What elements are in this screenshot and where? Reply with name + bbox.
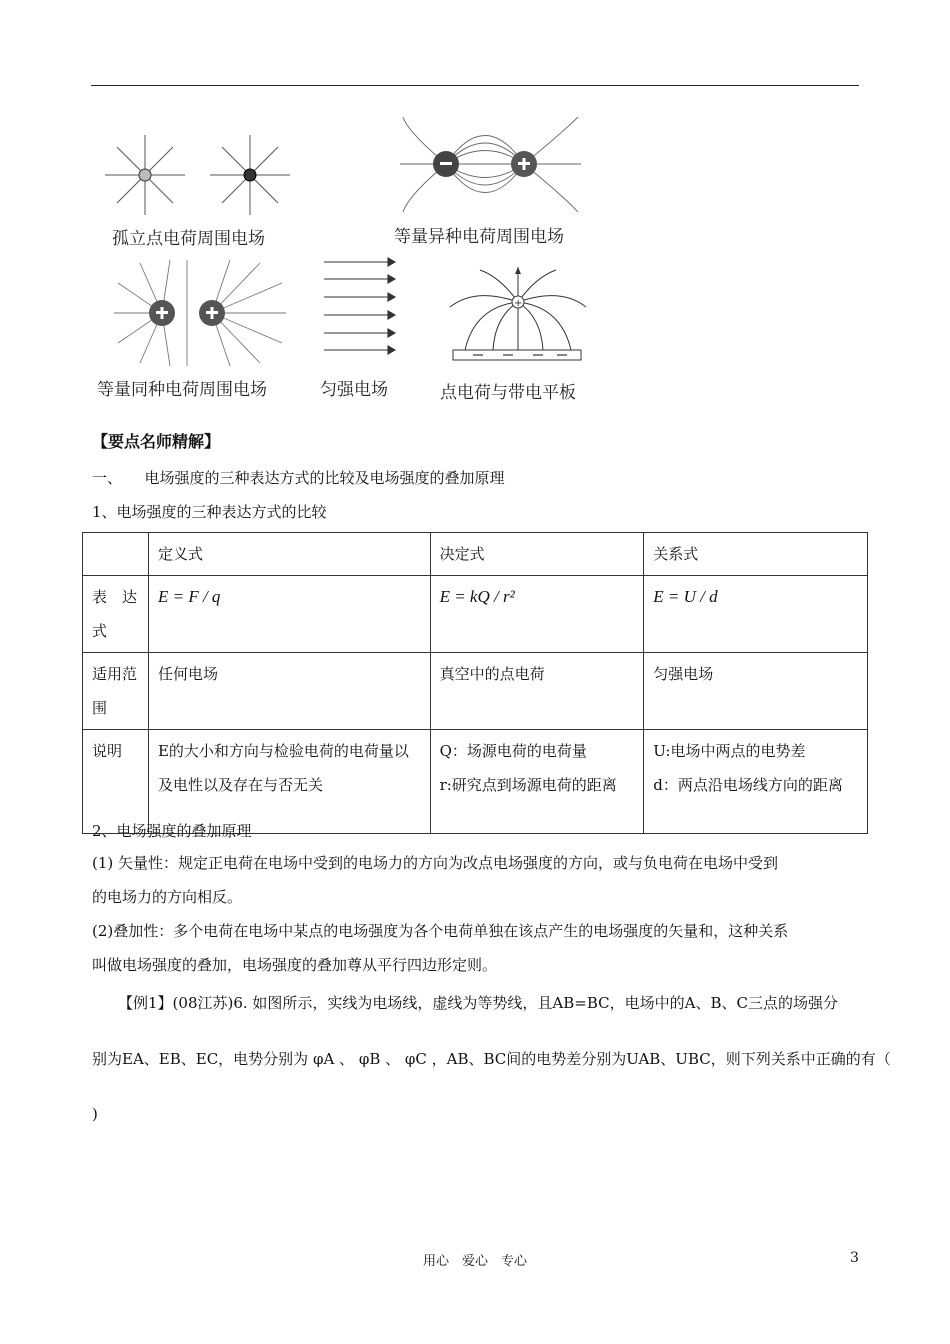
caption-opposite: 等量异种电荷周围电场 [394, 227, 564, 247]
caption-plate: 点电荷与带电平板 [440, 383, 576, 403]
formula-relation: E = U / d [644, 576, 868, 653]
example-line: ) [92, 1105, 98, 1123]
positive-charge [139, 169, 151, 181]
paragraph-line: (2)叠加性：多个电荷在电场中某点的电场强度为各个电荷单独在该点产生的电场强度的矢量和，这种关系 [92, 922, 789, 940]
paragraph-line: (1) 矢量性：规定正电荷在电场中受到的电场力的方向为改点电场强度的方向，或与负电荷在电场中受到 [92, 854, 779, 872]
page-number: 3 [850, 1250, 859, 1266]
page-footer: 用心 爱心 专心 [422, 1254, 527, 1269]
opposite-charges-figure [398, 112, 583, 217]
comparison-table [82, 532, 868, 834]
caption-uniform: 匀强电场 [320, 380, 388, 400]
isolated-charge-figure [100, 130, 300, 220]
uniform-field-figure [322, 256, 397, 356]
paragraph-line: 的电场力的方向相反。 [92, 888, 243, 906]
section-one-heading: 一、 电场强度的三种表达方式的比较及电场强度的叠加原理 [92, 469, 505, 487]
charge-plate-figure [445, 262, 590, 368]
table-cell: 关系式 [644, 533, 868, 576]
like-charges-figure [110, 258, 290, 368]
sub-heading-two: 2、电场强度的叠加原理 [92, 822, 252, 840]
example-line: 别为EA、EB、EC，电势分别为 φA 、 φB 、 φC ，AB、BC间的电势差分别为UAB、UBC，则下列关系中正确的有（ [92, 1050, 891, 1068]
table-row [83, 576, 868, 653]
minus-icon [440, 162, 452, 165]
paragraph-line: 叫做电场强度的叠加，电场强度的叠加尊从平行四边形定则。 [92, 956, 498, 974]
table-cell: Q：场源电荷的电荷量 r:研究点到场源电荷的距离 [430, 730, 644, 834]
sub-heading-one: 1、电场强度的三种表达方式的比较 [92, 503, 327, 521]
section-title: 【要点名师精解】 [92, 432, 221, 451]
table-cell [83, 533, 149, 576]
row-label: 适用范围 [83, 653, 149, 730]
caption-isolated: 孤立点电荷周围电场 [112, 229, 265, 249]
table-row [83, 730, 868, 834]
table-header-row [83, 533, 868, 576]
row-label: 表 达式 [83, 576, 149, 653]
negative-charge [244, 169, 256, 181]
formula-definition: E = F / q [148, 576, 430, 653]
table-cell: 定义式 [148, 533, 430, 576]
example-line: 【例1】(08江苏)6. 如图所示，实线为电场线，虚线为等势线，且AB=BC，电场中的A、B、C三点的场强分 [118, 994, 838, 1012]
uniform-field-lines [324, 258, 395, 354]
svg-text:+: + [514, 298, 523, 309]
formula-determinant: E = kQ / r² [430, 576, 644, 653]
row-label: 说明 [83, 730, 149, 834]
table-cell: 决定式 [430, 533, 644, 576]
dipole-field-lines [400, 117, 581, 212]
table-row [83, 653, 868, 730]
table-cell: E的大小和方向与检验电荷的电荷量以及电性以及存在与否无关 [148, 730, 430, 834]
header-rule [91, 85, 859, 86]
caption-like: 等量同种电荷周围电场 [97, 380, 267, 400]
table-cell: 任何电场 [148, 653, 430, 730]
table-cell: 匀强电场 [644, 653, 868, 730]
table-cell: 真空中的点电荷 [430, 653, 644, 730]
table-cell: U:电场中两点的电势差 d：两点沿电场线方向的距离 [644, 730, 868, 834]
